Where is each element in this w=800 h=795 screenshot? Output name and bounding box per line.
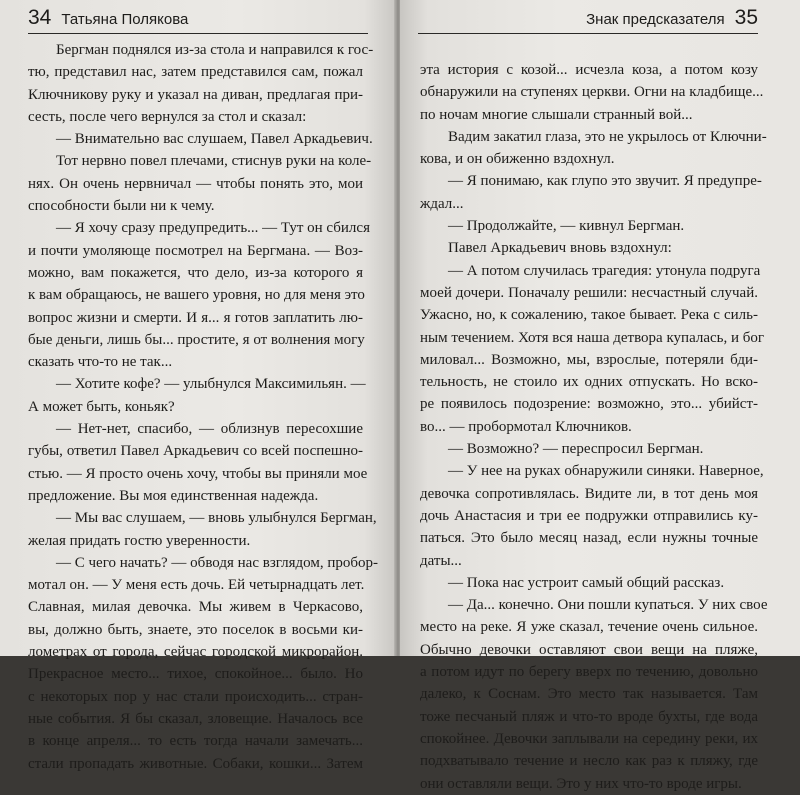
text-line: Ключникову руку и указал на диван, предлагая при-	[28, 86, 363, 103]
text-line: вы, должно быть, знаете, это поселок в восьми ки-	[28, 621, 363, 638]
text-line: к вам обращаюсь, не вашего уровня, но для меня это	[28, 287, 365, 304]
left-page-header	[28, 6, 368, 32]
left-running-head: Татьяна Полякова	[61, 11, 189, 28]
text-line: Обычно девочки оставляют свои вещи на пляже,	[420, 641, 758, 658]
text-line: даты...	[420, 552, 462, 569]
text-line: — Да... конечно. Они пошли купаться. У них свое	[448, 597, 768, 614]
left-page-text	[28, 39, 379, 775]
text-line: а потом идут по берегу вверх по течению, довольно	[420, 664, 758, 681]
text-line: тельность, не стоило их одних отпускать. Но вско-	[420, 374, 758, 391]
right-page-header	[418, 6, 758, 32]
text-line: ждал...	[420, 195, 464, 212]
text-line: далеко, к Соснам. Это место так называется. Там	[420, 686, 758, 703]
text-line: способности были ни к чему.	[28, 198, 215, 215]
text-line: — У нее на руках обнаружили синяки. Наверное,	[448, 463, 764, 480]
text-line: — А потом случилась трагедия: утонула подруга	[448, 262, 761, 279]
text-line: сказать что-то не так...	[28, 354, 173, 371]
text-line: — Возможно? — переспросил Бергман.	[448, 441, 704, 458]
text-line: девочка сопротивлялась. Видите ли, в тот день моя	[420, 485, 758, 502]
right-page	[400, 0, 800, 792]
text-line: Прекрасное место... тихое, спокойное... было. Но	[28, 666, 363, 683]
text-line: ным течением. Хотя вся наша детвора купалась, и бог	[420, 329, 765, 346]
text-line: и почти умоляюще посмотрел на Бергмана. — Воз-	[28, 242, 363, 259]
text-line: миловал... Возможно, мы, взрослые, потеряли бди-	[420, 351, 758, 368]
right-running-head: Знак предсказателя	[586, 11, 725, 28]
text-line: бые деньги, лишь бы... простите, я от волнения могу	[28, 331, 365, 348]
text-line: тоже песчаный пляж и что-то вроде бухты, где вода	[420, 708, 758, 725]
text-line: можно, вам покажется, что дело, из-за которого я	[28, 264, 363, 281]
left-page-number: 34	[28, 6, 52, 29]
text-line: Вадим закатил глаза, это не укрылось от Ключни-	[448, 128, 767, 145]
text-line: — Нет-нет, спасибо, — облизнув пересохшие	[56, 421, 363, 438]
text-line: они оставляли вещи. Это у них что-то вроде игры.	[420, 775, 742, 792]
text-line: лометрах от города, сейчас городской микрорайон.	[28, 644, 363, 661]
text-line: вопрос жизни и смерти. И я... я готов заплатить лю-	[28, 309, 363, 326]
text-line: спокойнее. Девочки заплывали на середину реки, их	[420, 730, 758, 747]
text-line: подхватывало течение и несло как раз к пляжу, где	[420, 753, 758, 770]
right-header-rule	[418, 33, 758, 34]
text-line: А может быть, коньяк?	[28, 398, 175, 415]
text-line: — Мы вас слушаем, — вновь улыбнулся Бергман,	[56, 510, 377, 527]
text-line: — Я хочу сразу предупредить... — Тут он сбился	[56, 220, 370, 237]
text-line: обнаружили на ступенях церкви. Огни на кладбище...	[420, 84, 764, 101]
text-line: место на реке. Я уже сказал, течение очень сильное.	[420, 619, 758, 636]
text-line: Бергман поднялся из-за стола и направился к гос-	[56, 42, 374, 58]
text-line: Ужасно, но, к сожалению, такое бывает. Река с силь-	[420, 307, 758, 324]
right-page-text	[420, 59, 768, 795]
right-page-number: 35	[734, 6, 758, 29]
left-header-rule	[28, 33, 368, 34]
text-line: дочь Анастасия и три ее подружки отправились ку-	[420, 507, 758, 524]
text-line: губы, ответил Павел Аркадьевич со всей поспешно-	[28, 443, 363, 460]
text-line: — Продолжайте, — кивнул Бергман.	[448, 218, 685, 235]
text-line: — Внимательно вас слушаем, Павел Аркадьевич.	[56, 131, 373, 148]
text-line: мотал он. — У меня есть дочь. Ей четырнадцать лет.	[28, 577, 365, 594]
text-line: с некоторых пор у нас стали происходить... стран-	[28, 688, 363, 705]
text-line: во... — пробормотал Ключников.	[420, 418, 632, 435]
text-line: — С чего начать? — обводя нас взглядом, пробор-	[56, 554, 379, 571]
text-line: ные события. Я бы сказал, зловещие. Началось все	[28, 710, 363, 727]
text-line: эта история с козой... исчезла коза, а потом козу	[420, 62, 758, 78]
text-line: предложение. Вы моя единственная надежда.	[28, 487, 319, 504]
text-line: паться. Это было месяц назад, если нужны точные	[420, 530, 758, 547]
text-line: моей дочери. Поначалу решили: несчастный случай.	[420, 284, 758, 301]
text-line: — Я понимаю, как глупо это звучит. Я предупре-	[448, 173, 762, 190]
text-line: — Хотите кофе? — улыбнулся Максимильян. —	[56, 376, 366, 393]
text-line: в конце апреля... то есть тогда начали замечать...	[28, 733, 363, 750]
text-line: по ночам многие слышали странный вой...	[420, 106, 693, 123]
text-line: нях. Он очень нервничал — чтобы понять это, мои	[28, 175, 363, 192]
text-line: ре появилось подозрение: возможно, это... убийст-	[420, 396, 758, 413]
text-line: Павел Аркадьевич вновь вздохнул:	[448, 240, 672, 257]
text-line: сесть, после чего вернулся за стол и сказал:	[28, 108, 307, 125]
text-line: Тот нервно повел плечами, стиснув руки на коле-	[56, 153, 372, 170]
text-line: — Пока нас устроит самый общий рассказ.	[448, 574, 725, 591]
text-line: кова, и он обиженно вздохнул.	[420, 151, 615, 168]
left-page	[0, 0, 396, 772]
text-line: Славная, милая девочка. Мы живем в Черкасово,	[28, 599, 363, 616]
text-line: стали пропадать животные. Собаки, кошки... Затем	[28, 755, 363, 772]
text-line: стью. — Я просто очень хочу, чтобы вы приняли мое	[28, 465, 368, 482]
text-line: желая придать гостю уверенности.	[28, 532, 251, 549]
text-line: тю, представил нас, затем представился сам, пожал	[28, 64, 363, 81]
